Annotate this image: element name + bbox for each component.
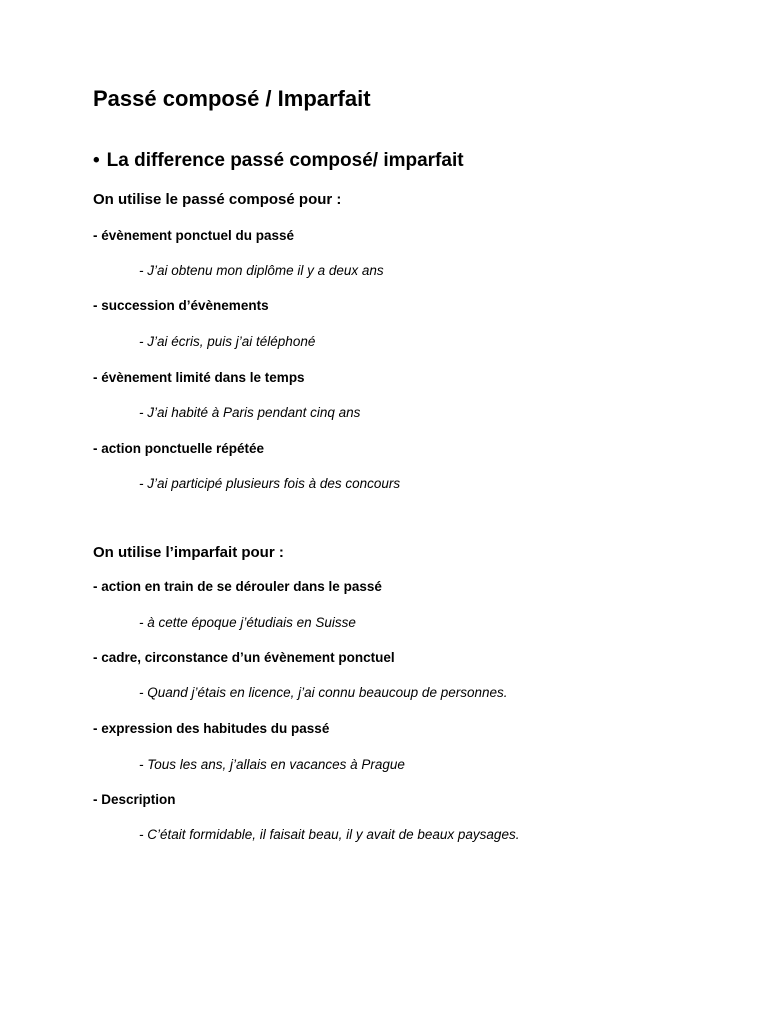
- subheading-text: La difference passé composé/ imparfait: [106, 150, 464, 171]
- passe-compose-use-3: - évènement limité dans le temps: [93, 370, 305, 385]
- passe-compose-example-3: - J’ai habité à Paris pendant cinq ans: [139, 405, 361, 420]
- imparfait-use-4: - Description: [93, 792, 176, 807]
- passe-compose-example-1: - J’ai obtenu mon diplôme il y a deux ans: [139, 263, 384, 278]
- imparfait-use-1: - action en train de se dérouler dans le passé: [93, 579, 382, 594]
- imparfait-use-2: - cadre, circonstance d’un évènement ponctuel: [93, 650, 395, 665]
- imparfait-heading: On utilise l’imparfait pour :: [93, 544, 284, 561]
- page-title: Passé composé / Imparfait: [93, 86, 371, 111]
- passe-compose-use-4: - action ponctuelle répétée: [93, 441, 265, 456]
- passe-compose-heading: On utilise le passé composé pour :: [93, 191, 342, 208]
- passe-compose-example-4: - J’ai participé plusieurs fois à des concours: [139, 476, 401, 491]
- imparfait-example-2: - Quand j’étais en licence, j’ai connu beaucoup de personnes.: [139, 685, 508, 700]
- passe-compose-use-2: - succession d’évènements: [93, 298, 269, 313]
- bullet-subheading: [93, 150, 464, 172]
- imparfait-example-1: - à cette époque j’étudiais en Suisse: [139, 615, 356, 630]
- imparfait-example-3: - Tous les ans, j’allais en vacances à Prague: [139, 757, 405, 772]
- imparfait-example-4: - C’était formidable, il faisait beau, il y avait de beaux paysages.: [139, 827, 520, 842]
- imparfait-use-3: - expression des habitudes du passé: [93, 721, 330, 736]
- passe-compose-use-1: - évènement ponctuel du passé: [93, 228, 295, 243]
- passe-compose-example-2: - J’ai écris, puis j’ai téléphoné: [139, 334, 316, 349]
- bullet-icon: •: [93, 150, 100, 171]
